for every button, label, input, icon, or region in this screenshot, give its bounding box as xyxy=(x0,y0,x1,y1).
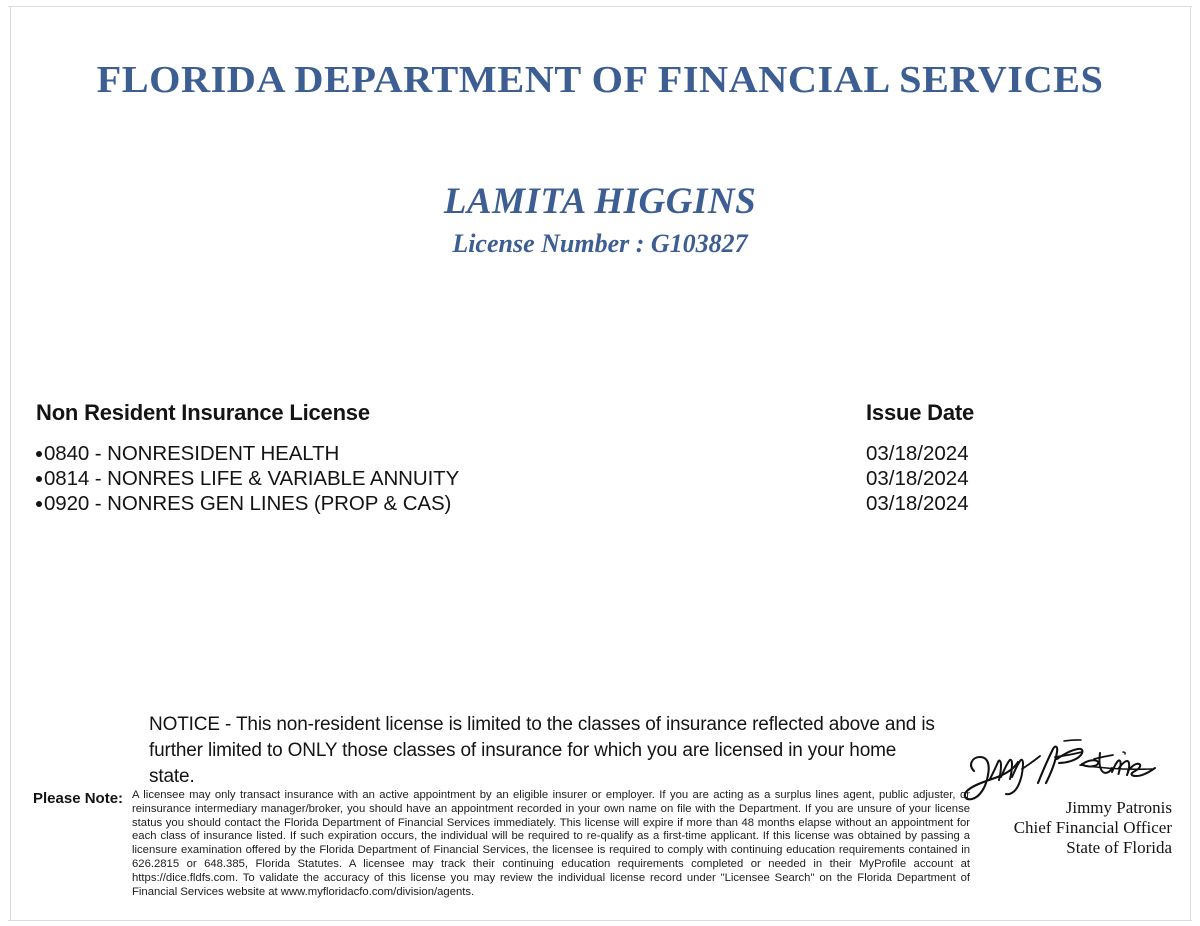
scan-edge-top xyxy=(8,6,1192,7)
bullet-icon xyxy=(36,501,42,507)
scan-edge-left xyxy=(10,6,11,920)
signatory-name: Jimmy Patronis xyxy=(1065,798,1172,817)
issue-date-heading: Issue Date xyxy=(866,400,975,425)
list-item xyxy=(36,441,459,466)
issue-date-list xyxy=(866,441,969,516)
signatory-block xyxy=(930,798,1172,858)
scan-edge-right xyxy=(1190,6,1191,920)
license-class-label: 0920 - NONRES GEN LINES (PROP & CAS) xyxy=(44,492,452,515)
issue-date-value: 03/18/2024 xyxy=(866,467,969,490)
license-type-heading: Non Resident Insurance License xyxy=(36,400,370,425)
notice-text: NOTICE - This non-resident license is limited to the classes of insurance reflected above and is further limited to ONLY those classes of insurance for which you are licensed in your home state. xyxy=(149,714,935,787)
issue-date-value: 03/18/2024 xyxy=(866,492,969,515)
signatory-title: Chief Financial Officer xyxy=(1013,818,1172,837)
list-item xyxy=(36,466,459,491)
bullet-icon xyxy=(36,451,42,457)
signatory-state: State of Florida xyxy=(1066,838,1172,857)
department-title: FLORIDA DEPARTMENT OF FINANCIAL SERVICES xyxy=(96,59,1104,101)
bullet-icon xyxy=(36,476,42,482)
issue-date-value: 03/18/2024 xyxy=(866,442,969,465)
license-number: License Number : G103827 xyxy=(452,229,748,258)
please-note-text: A licensee may only transact insurance with an active appointment by an eligible insurer or employer. If you are acting as a surplus lines agent, public adjuster, or reinsurance intermediary manager/broker, you should have an appointment recorded in your own name on file with the Department. If you are unsure of your license status you should contact the Florida Department of Financial Services immediately. This license will expire if more than 48 months elapse without an appointment for each class of insurance listed. If such expiration occurs, the individual will be required to re-qualify as a first-time applicant. If this license was obtained by passing a licensure examination offered by the Florida Department of Financial Services, the licensee is required to comply with continuing education requirements contained in 626.2815 or 648.385, Florida Statutes. A licensee may track their continuing education requirements completed or needed in their MyProfile account at https://dice.fldfs.com. To validate the accuracy of this license you may review the individual license record under "Licensee Search" on the Florida Department of Financial Services website at www.myfloridacfo.com/division/agents. xyxy=(132,789,970,898)
license-class-label: 0814 - NONRES LIFE & VARIABLE ANNUITY xyxy=(44,467,460,490)
license-class-label: 0840 - NONRESIDENT HEALTH xyxy=(44,442,340,465)
licensee-name: LAMITA HIGGINS xyxy=(443,181,757,222)
please-note-label: Please Note: xyxy=(33,790,124,807)
scan-edge-bottom xyxy=(8,920,1192,921)
license-class-list xyxy=(36,441,459,516)
list-item xyxy=(36,491,459,516)
